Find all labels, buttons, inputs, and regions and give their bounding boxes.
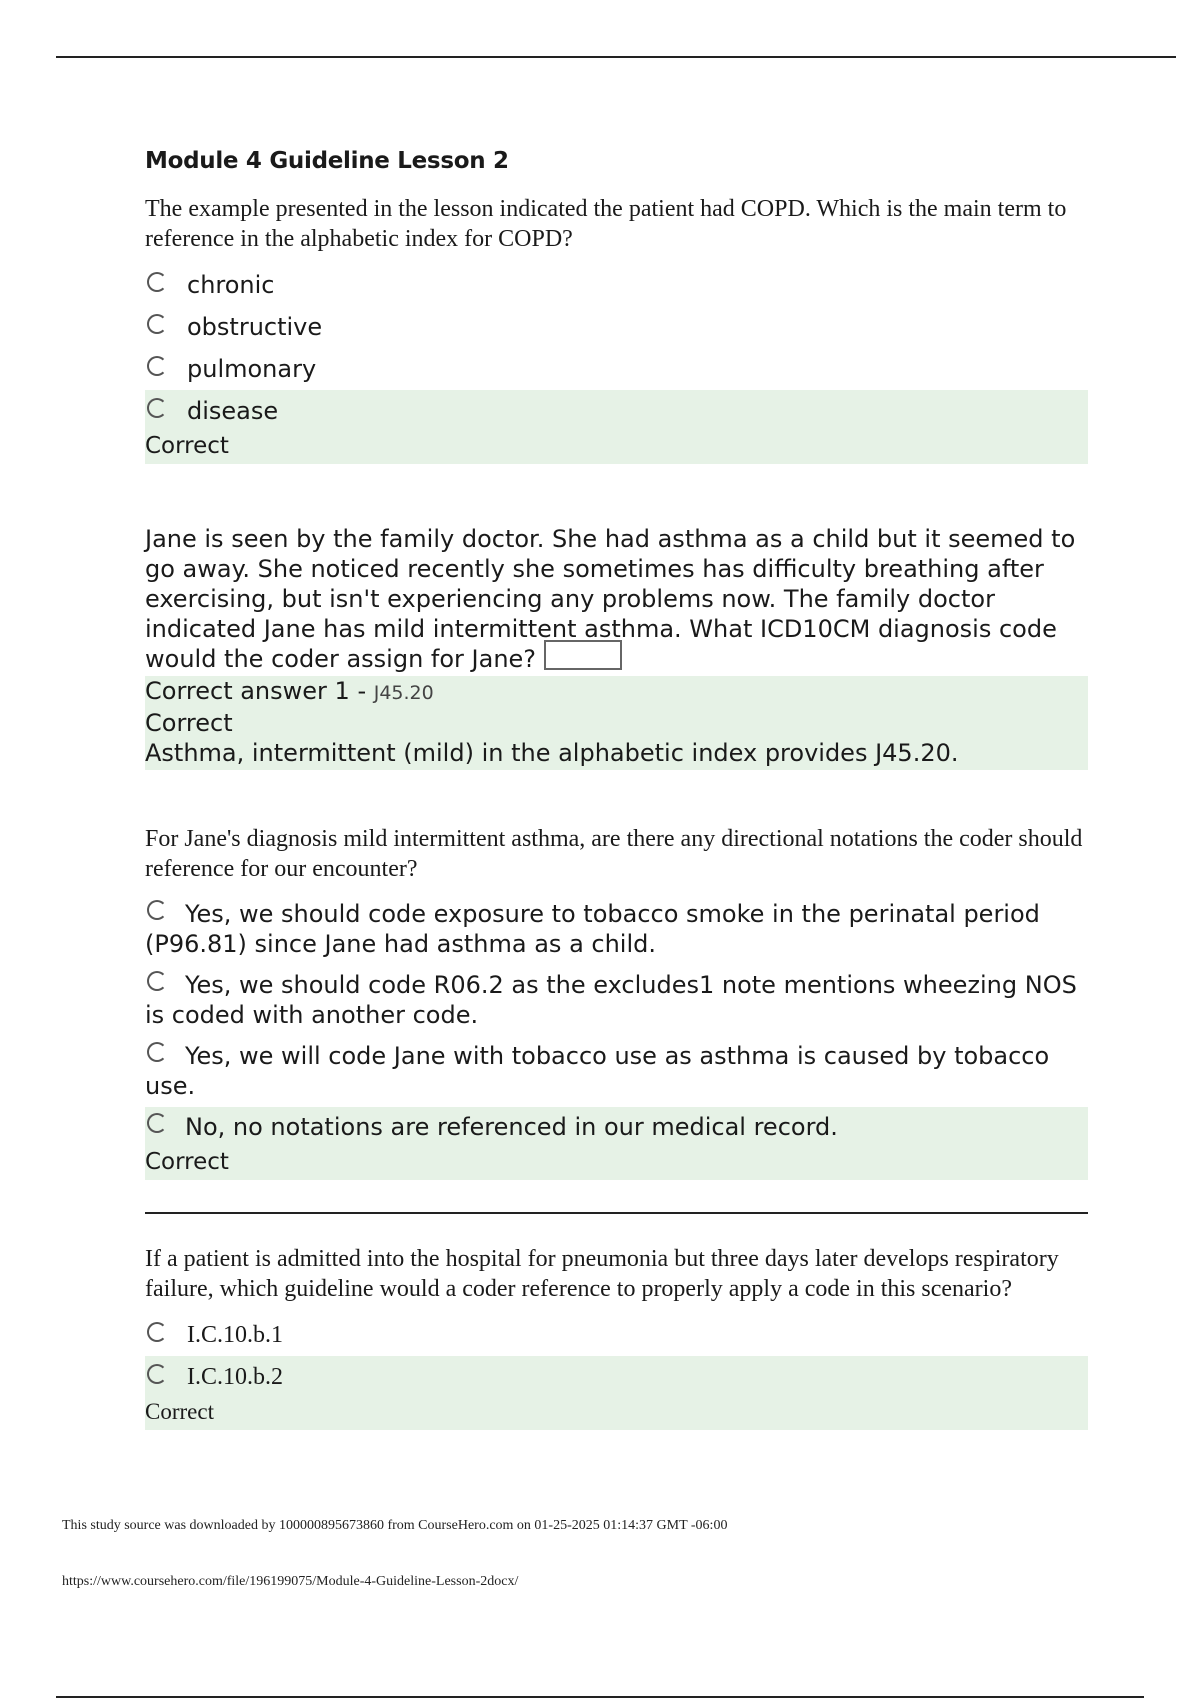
q1-feedback: Correct: [145, 433, 229, 459]
radio-icon[interactable]: [147, 1322, 167, 1342]
question-3-text: For Jane's diagnosis mild intermittent asthma, are there any directional notations the coder should reference for our encounter?: [145, 826, 1083, 882]
question-2-text: [145, 524, 1088, 674]
q4-option-2[interactable]: [145, 1356, 1088, 1398]
q1-option-2[interactable]: [145, 306, 1088, 348]
answer-input[interactable]: [544, 640, 622, 670]
q3-correct-block: [145, 1107, 1088, 1180]
quiz-content: [145, 140, 1088, 1430]
radio-icon[interactable]: [147, 1113, 167, 1133]
q4-feedback: Correct: [145, 1399, 214, 1424]
question-3: [145, 824, 1088, 1180]
q1-option-1[interactable]: [145, 264, 1088, 306]
option-label: chronic: [187, 271, 275, 299]
footer-url[interactable]: https://www.coursehero.com/file/196199075/Module-4-Guideline-Lesson-2docx/: [62, 1574, 519, 1589]
q1-correct-block: [145, 390, 1088, 464]
question-1-text: The example presented in the lesson indicated the patient had COPD. Which is the main term to reference in the alphabetic index for COPD?: [145, 196, 1067, 252]
q3-option-4[interactable]: [145, 1107, 1088, 1148]
question-2: [145, 524, 1088, 770]
option-label-wrap: [145, 898, 1088, 959]
option-label-wrap: [145, 1111, 838, 1142]
option-label: I.C.10.b.2: [187, 1364, 283, 1390]
radio-icon[interactable]: [147, 971, 167, 991]
q2-answer-row: [145, 676, 1088, 708]
radio-icon[interactable]: [147, 272, 167, 292]
section-divider: [145, 1212, 1088, 1214]
radio-icon[interactable]: [147, 1042, 167, 1062]
q2-explanation: Asthma, intermittent (mild) in the alphabetic index provides J45.20.: [145, 739, 959, 767]
option-label: Yes, we should code R06.2 as the excludes1 note mentions wheezing NOS is coded with another code.: [145, 971, 1077, 1029]
top-rule: [56, 56, 1176, 58]
option-label-wrap: [145, 969, 1088, 1030]
q4-correct-block: [145, 1356, 1088, 1430]
radio-icon[interactable]: [147, 900, 167, 920]
q2-correct-block: [145, 676, 1088, 770]
option-label: obstructive: [187, 313, 323, 341]
bottom-rule: [56, 1696, 1144, 1698]
radio-icon[interactable]: [147, 1364, 167, 1384]
option-label: I.C.10.b.1: [187, 1322, 283, 1348]
radio-icon[interactable]: [147, 398, 167, 418]
q3-option-2[interactable]: [145, 965, 1088, 1036]
radio-icon[interactable]: [147, 356, 167, 376]
q3-option-3[interactable]: [145, 1036, 1088, 1107]
page-title: Module 4 Guideline Lesson 2: [145, 148, 509, 174]
question-4-text: If a patient is admitted into the hospital for pneumonia but three days later develops respiratory failure, which guideline would a coder reference to properly apply a code in this scenario?: [145, 1246, 1059, 1302]
question-2-prompt: Jane is seen by the family doctor. She had asthma as a child but it seemed to go away. She noticed recently she sometimes has difficulty breathing after exercising, but isn't experiencing any problems now. The family doctor indicated Jane has mild intermittent asthma. What ICD10CM diagnosis code would the coder assign for Jane?: [145, 525, 1076, 673]
radio-icon[interactable]: [147, 314, 167, 334]
q2-feedback: Correct: [145, 709, 233, 737]
correct-answer-label: Correct answer 1 -: [145, 677, 374, 705]
q1-option-4[interactable]: [145, 390, 1088, 432]
footer-source: This study source was downloaded by 100000895673860 from CourseHero.com on 01-25-2025 01:14:37 GMT -06:00: [62, 1518, 728, 1533]
q3-option-1[interactable]: [145, 894, 1088, 965]
option-label: Yes, we will code Jane with tobacco use as asthma is caused by tobacco use.: [145, 1042, 1050, 1100]
option-label: No, no notations are referenced in our medical record.: [185, 1113, 838, 1141]
option-label: pulmonary: [187, 355, 317, 383]
q4-option-1[interactable]: [145, 1314, 1088, 1356]
correct-answer-code: J45.20: [373, 682, 434, 704]
question-4: [145, 1244, 1088, 1430]
q3-feedback: Correct: [145, 1149, 229, 1175]
option-label: disease: [187, 397, 279, 425]
option-label: Yes, we should code exposure to tobacco smoke in the perinatal period (P96.81) since Jane had asthma as a child.: [145, 900, 1040, 958]
q1-option-3[interactable]: [145, 348, 1088, 390]
option-label-wrap: [145, 1040, 1088, 1101]
question-1: [145, 194, 1088, 464]
